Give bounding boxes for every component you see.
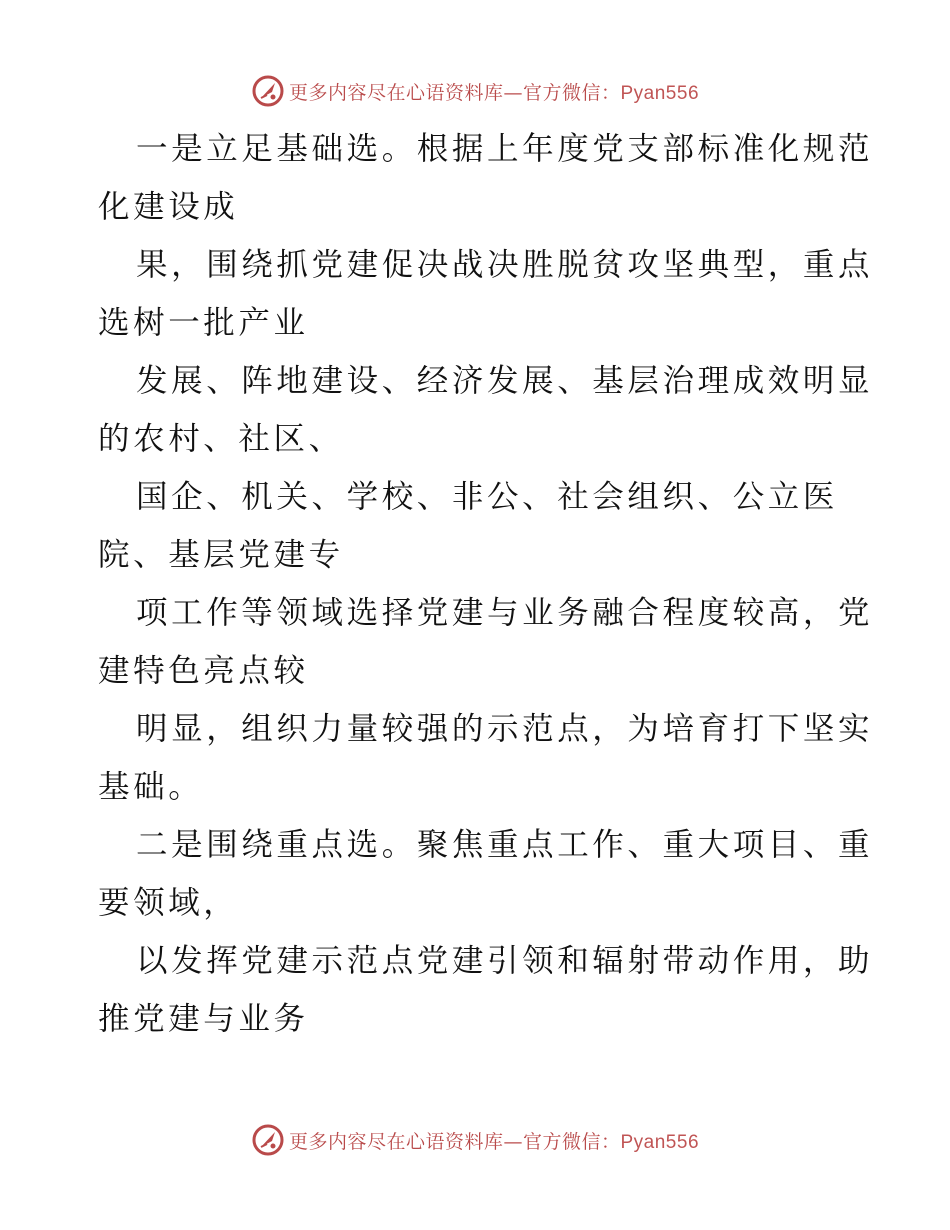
paragraph-6 xyxy=(98,700,874,816)
paragraph-1 xyxy=(98,120,874,236)
paragraph-line: 建特色亮点较 xyxy=(98,653,309,689)
watermark-wechat-id: Pyan556 xyxy=(620,1131,700,1153)
paragraph-line: 发展、阵地建设、经济发展、基层治理成效明显 xyxy=(136,363,874,399)
paragraph-line: 院、基层党建专 xyxy=(98,537,344,573)
watermark-text: 更多内容尽在心语资料库—官方微信：Pyan556 xyxy=(288,1130,700,1153)
paragraph-line: 以发挥党建示范点党建引领和辐射带动作用，助 xyxy=(136,943,874,979)
quill-logo-icon xyxy=(251,74,285,108)
document-body xyxy=(98,120,874,1048)
watermark-wechat-id: Pyan556 xyxy=(620,82,700,104)
paragraph-line: 二是围绕重点选。聚焦重点工作、重大项目、重 xyxy=(136,827,874,863)
footer-watermark xyxy=(0,1120,950,1160)
paragraph-3 xyxy=(98,352,874,468)
paragraph-line: 化建设成 xyxy=(98,189,239,225)
paragraph-4 xyxy=(98,468,850,584)
paragraph-line: 推党建与业务 xyxy=(98,1001,309,1037)
paragraph-line: 一是立足基础选。根据上年度党支部标准化规范 xyxy=(136,131,874,167)
paragraph-line: 明显，组织力量较强的示范点，为培育打下坚实 xyxy=(136,711,874,747)
header-watermark xyxy=(0,71,950,111)
quill-logo-icon xyxy=(251,1123,285,1157)
paragraph-line: 果，围绕抓党建促决战决胜脱贫攻坚典型，重点 xyxy=(136,247,874,283)
paragraph-line: 基础。 xyxy=(98,769,204,805)
paragraph-line: 国企、机关、学校、非公、社会组织、公立医 xyxy=(136,479,839,515)
paragraph-7 xyxy=(98,816,874,932)
paragraph-8 xyxy=(98,932,874,1048)
paragraph-line: 选树一批产业 xyxy=(98,305,309,341)
paragraph-line: 的农村、社区、 xyxy=(98,421,344,457)
paragraph-2 xyxy=(98,236,874,352)
paragraph-line: 要领域， xyxy=(98,885,239,921)
paragraph-5 xyxy=(98,584,874,700)
watermark-text: 更多内容尽在心语资料库—官方微信：Pyan556 xyxy=(288,81,700,104)
paragraph-line: 项工作等领域选择党建与业务融合程度较高，党 xyxy=(136,595,874,631)
